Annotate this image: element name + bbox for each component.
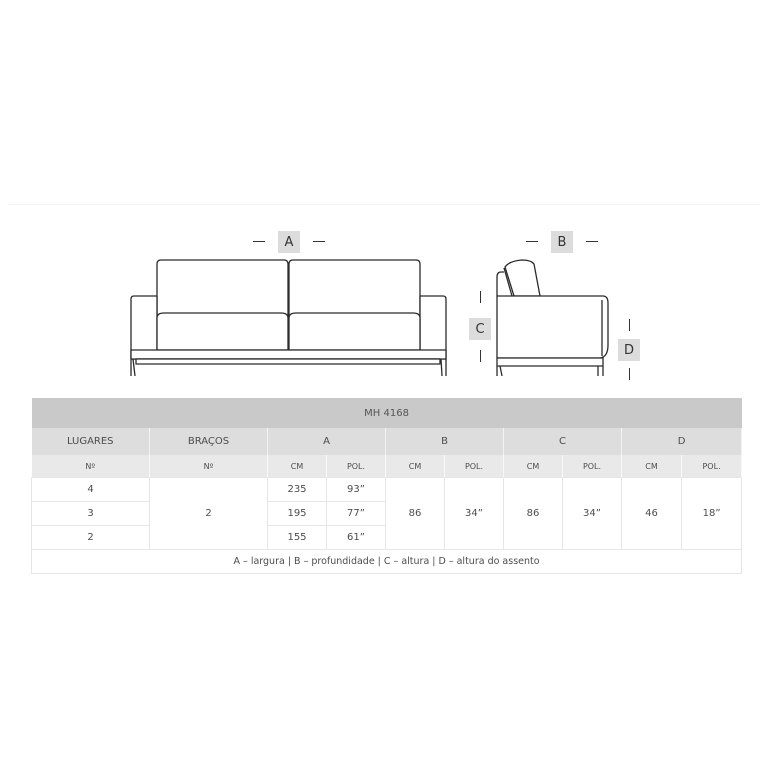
subheader-cell: CM: [268, 455, 327, 478]
header-d: D: [622, 428, 742, 455]
subheader-cell: CM: [504, 455, 563, 478]
subheader-cell: POL.: [682, 455, 742, 478]
a-pol-cell: 77”: [327, 502, 386, 526]
b-pol-cell: 34”: [445, 478, 504, 550]
lugares-cell: 3: [32, 502, 150, 526]
dim-a-dash-right: [313, 241, 325, 242]
dim-label-b: B: [551, 231, 573, 253]
a-pol-cell: 61”: [327, 526, 386, 550]
c-cm-cell: 86: [504, 478, 563, 550]
dim-b-dash-left: [526, 241, 538, 242]
table-title: MH 4168: [32, 398, 742, 428]
subheader-cell: POL.: [563, 455, 622, 478]
dim-d-tick-top: [629, 319, 630, 331]
d-pol-cell: 18”: [682, 478, 742, 550]
a-pol-cell: 93”: [327, 478, 386, 502]
subheader-cell: POL.: [445, 455, 504, 478]
subheader-cell: CM: [622, 455, 682, 478]
header-bracos: BRAÇOS: [150, 428, 268, 455]
subheader-cell: Nº: [32, 455, 150, 478]
a-cm-cell: 195: [268, 502, 327, 526]
lugares-cell: 2: [32, 526, 150, 550]
table-legend: A – largura | B – profundidade | C – altura | D – altura do assento: [32, 550, 742, 574]
bracos-cell: 2: [150, 478, 268, 550]
dim-a-dash-left: [253, 241, 265, 242]
dim-b-dash-right: [586, 241, 598, 242]
a-cm-cell: 235: [268, 478, 327, 502]
lugares-cell: 4: [32, 478, 150, 502]
table-row: [32, 478, 742, 502]
header-c: C: [504, 428, 622, 455]
a-cm-cell: 155: [268, 526, 327, 550]
dim-d-tick-bottom: [629, 368, 630, 380]
header-a: A: [268, 428, 386, 455]
header-b: B: [386, 428, 504, 455]
b-cm-cell: 86: [386, 478, 445, 550]
dim-label-c: C: [469, 318, 491, 340]
subheader-cell: CM: [386, 455, 445, 478]
subheader-cell: POL.: [327, 455, 386, 478]
dim-c-tick-top: [480, 291, 481, 303]
dim-label-a: A: [278, 231, 300, 253]
c-pol-cell: 34”: [563, 478, 622, 550]
d-cm-cell: 46: [622, 478, 682, 550]
subheader-cell: Nº: [150, 455, 268, 478]
dimensions-table: [31, 398, 742, 574]
header-lugares: LUGARES: [32, 428, 150, 455]
dim-label-d: D: [618, 339, 640, 361]
dim-c-tick-bottom: [480, 350, 481, 362]
